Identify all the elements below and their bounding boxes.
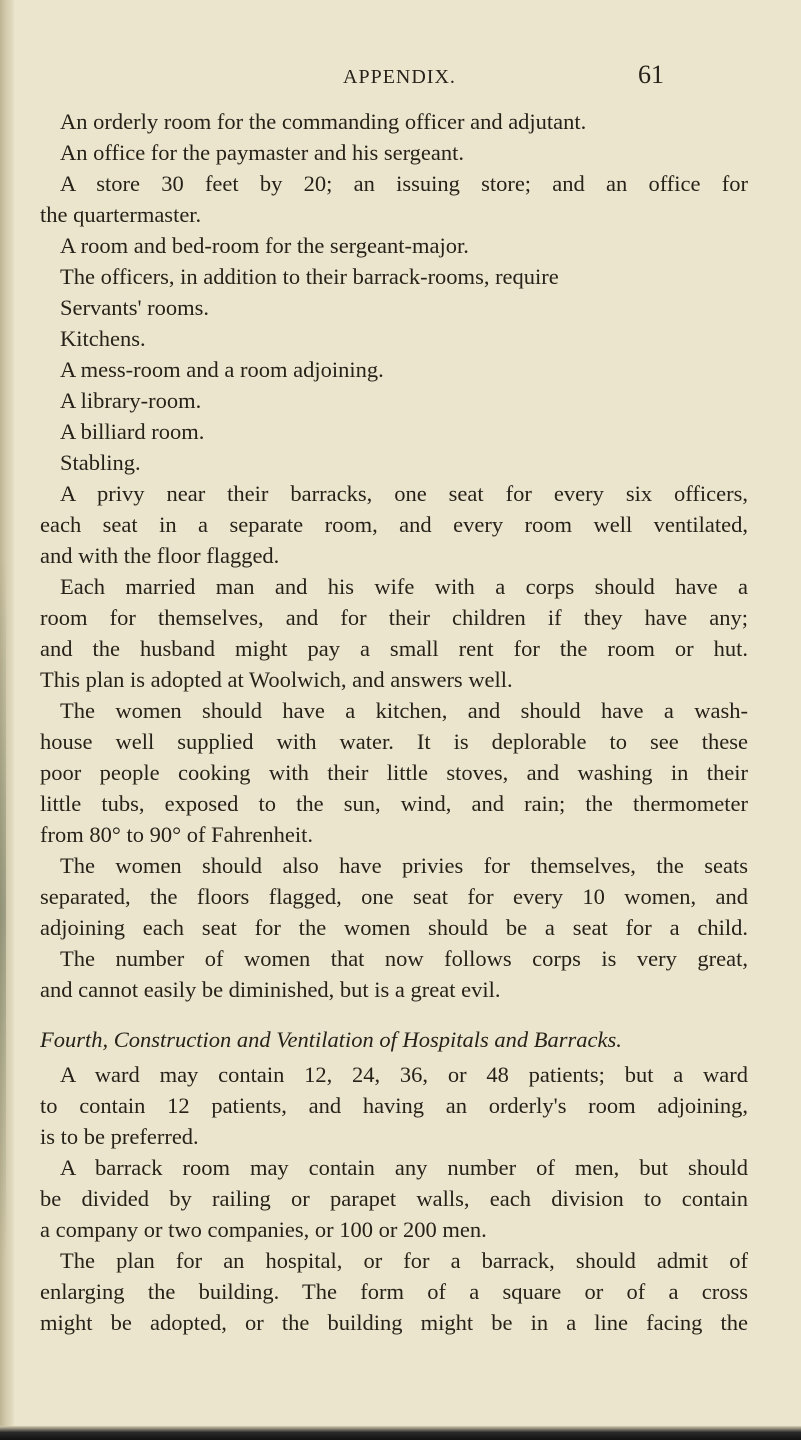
text-line: little tubs, exposed to the sun, wind, and rain; the thermometer [40,791,748,816]
text-line: to contain 12 patients, and having an orderly's room adjoining, [40,1093,748,1118]
page-number: 61 [638,60,664,89]
text-line: A privy near their barracks, one seat for every six officers, [60,481,748,506]
text-line: A room and bed-room for the sergeant-major. [60,233,469,258]
running-title: APPENDIX. [343,66,456,88]
page-body-text [40,106,748,1338]
text-line: enlarging the building. The form of a square or of a cross [40,1279,748,1304]
text-line: A mess-room and a room adjoining. [60,357,384,382]
text-line: adjoining each seat for the women should be a seat for a child. [40,915,748,940]
text-line: room for themselves, and for their children if they have any; [40,605,748,630]
text-line: house well supplied with water. It is deplorable to see these [40,729,748,754]
text-line: This plan is adopted at Woolwich, and answers well. [40,667,513,692]
text-line: Servants' rooms. [60,295,210,320]
text-line: poor people cooking with their little stoves, and washing in their [40,760,748,785]
text-line: An office for the paymaster and his sergeant. [60,140,465,165]
section-heading: Fourth, Construction and Ventilation of Hospitals and Barracks. [40,1027,622,1052]
text-line: each seat in a separate room, and every room well ventilated, [40,512,748,537]
text-line: The number of women that now follows corps is very great, [60,946,748,971]
text-line: the quartermaster. [40,202,202,227]
text-line: A barrack room may contain any number of men, but should [60,1155,748,1180]
text-line: from 80° to 90° of Fahrenheit. [40,822,313,847]
text-line: The officers, in addition to their barrack-rooms, require [60,264,559,289]
text-line: The plan for an hospital, or for a barrack, should admit of [60,1248,748,1273]
text-line: Each married man and his wife with a corps should have a [60,574,748,599]
text-line: be divided by railing or parapet walls, each division to contain [40,1186,748,1211]
text-line: separated, the floors flagged, one seat for every 10 women, and [40,884,748,909]
text-line: a company or two companies, or 100 or 200 men. [40,1217,487,1242]
text-line: The women should have a kitchen, and should have a wash- [60,698,748,723]
text-line: and cannot easily be diminished, but is a great evil. [40,977,501,1002]
page-bottom-edge [0,1426,801,1440]
text-line: and with the floor flagged. [40,543,280,568]
text-line: and the husband might pay a small rent for the room or hut. [40,636,748,661]
text-line: Stabling. [60,450,141,475]
text-line: An orderly room for the commanding officer and adjutant. [60,109,587,134]
text-line: A billiard room. [60,419,205,444]
text-line: A ward may contain 12, 24, 36, or 48 patients; but a ward [60,1062,748,1087]
page-binding-stain [0,560,6,1260]
text-line: might be adopted, or the building might be in a line facing the [40,1310,748,1335]
text-line: Kitchens. [60,326,146,351]
text-line: A library-room. [60,388,202,413]
page-header [0,58,801,98]
text-line: The women should also have privies for themselves, the seats [60,853,748,878]
text-line: A store 30 feet by 20; an issuing store; and an office for [60,171,748,196]
text-line: is to be preferred. [40,1124,199,1149]
